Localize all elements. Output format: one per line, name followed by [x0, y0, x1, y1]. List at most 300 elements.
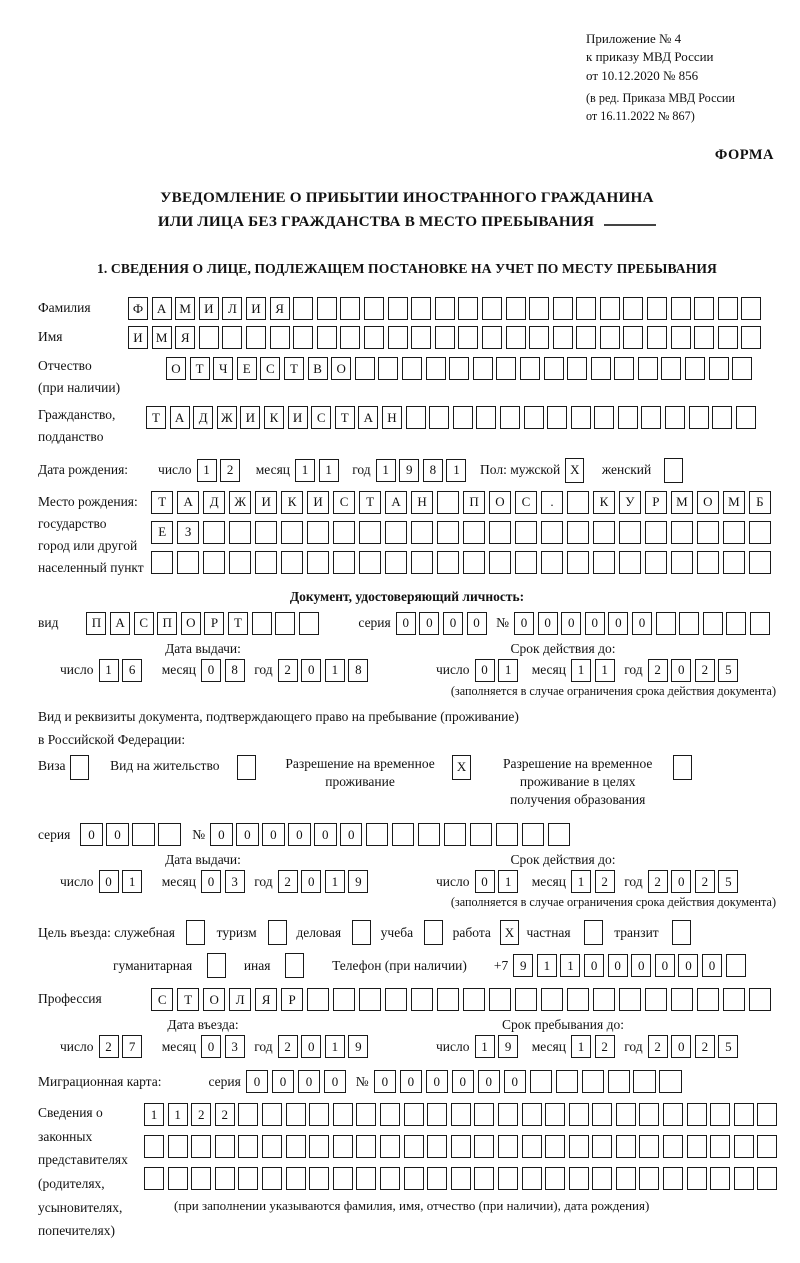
char-box[interactable]: [385, 551, 407, 574]
char-box[interactable]: [545, 1135, 565, 1158]
char-box[interactable]: [132, 823, 154, 846]
char-box[interactable]: [673, 755, 692, 780]
char-box[interactable]: Т: [359, 491, 381, 514]
char-box[interactable]: 5: [718, 870, 738, 893]
char-box[interactable]: [697, 988, 719, 1011]
char-box[interactable]: [366, 823, 388, 846]
char-box[interactable]: [191, 1135, 211, 1158]
char-box[interactable]: [633, 1070, 655, 1093]
char-box[interactable]: [592, 1103, 612, 1126]
char-box[interactable]: 6: [122, 659, 142, 682]
char-box[interactable]: 0: [426, 1070, 448, 1093]
char-box[interactable]: 2: [191, 1103, 211, 1126]
char-box[interactable]: 2: [278, 659, 298, 682]
char-box[interactable]: [522, 1103, 542, 1126]
char-box[interactable]: 0: [298, 1070, 320, 1093]
char-box[interactable]: 1: [571, 1035, 591, 1058]
char-box[interactable]: [333, 1167, 353, 1190]
char-box[interactable]: [582, 1070, 604, 1093]
char-box[interactable]: 0: [80, 823, 102, 846]
char-box[interactable]: [168, 1167, 188, 1190]
char-box[interactable]: А: [385, 491, 407, 514]
char-box[interactable]: [359, 551, 381, 574]
char-box[interactable]: [671, 326, 691, 349]
char-box[interactable]: 1: [537, 954, 557, 977]
char-box[interactable]: [567, 988, 589, 1011]
char-box[interactable]: [556, 1070, 578, 1093]
char-box[interactable]: 0: [301, 659, 321, 682]
char-box[interactable]: [286, 1135, 306, 1158]
char-box[interactable]: [734, 1103, 754, 1126]
char-box[interactable]: Т: [228, 612, 248, 635]
char-box[interactable]: [547, 406, 567, 429]
char-box[interactable]: 0: [314, 823, 336, 846]
char-box[interactable]: [545, 1103, 565, 1126]
char-box[interactable]: И: [288, 406, 308, 429]
char-box[interactable]: [222, 326, 242, 349]
char-box[interactable]: [385, 988, 407, 1011]
char-box[interactable]: X: [452, 755, 471, 780]
char-box[interactable]: [623, 297, 643, 320]
char-box[interactable]: И: [246, 297, 266, 320]
char-box[interactable]: [661, 357, 681, 380]
char-box[interactable]: 1: [295, 459, 315, 482]
char-box[interactable]: [70, 755, 89, 780]
char-box[interactable]: [411, 988, 433, 1011]
char-box[interactable]: [663, 1135, 683, 1158]
char-box[interactable]: 0: [671, 870, 691, 893]
char-box[interactable]: 0: [585, 612, 605, 635]
char-box[interactable]: [252, 612, 272, 635]
char-box[interactable]: [614, 357, 634, 380]
char-box[interactable]: Б: [749, 491, 771, 514]
char-box[interactable]: Ф: [128, 297, 148, 320]
char-box[interactable]: [281, 551, 303, 574]
char-box[interactable]: 0: [655, 954, 675, 977]
char-box[interactable]: 1: [197, 459, 217, 482]
char-box[interactable]: [489, 551, 511, 574]
char-box[interactable]: 2: [648, 1035, 668, 1058]
char-box[interactable]: Т: [190, 357, 210, 380]
char-box[interactable]: [418, 823, 440, 846]
char-box[interactable]: 0: [452, 1070, 474, 1093]
char-box[interactable]: 0: [702, 954, 722, 977]
char-box[interactable]: 1: [595, 659, 615, 682]
char-box[interactable]: [619, 551, 641, 574]
char-box[interactable]: Ж: [217, 406, 237, 429]
char-box[interactable]: [710, 1103, 730, 1126]
char-box[interactable]: 8: [225, 659, 245, 682]
char-box[interactable]: [736, 406, 756, 429]
char-box[interactable]: [671, 521, 693, 544]
char-box[interactable]: X: [500, 920, 519, 945]
char-box[interactable]: Т: [335, 406, 355, 429]
char-box[interactable]: [757, 1135, 777, 1158]
char-box[interactable]: [567, 491, 589, 514]
char-box[interactable]: 0: [106, 823, 128, 846]
char-box[interactable]: 0: [288, 823, 310, 846]
char-box[interactable]: Ч: [213, 357, 233, 380]
char-box[interactable]: И: [128, 326, 148, 349]
char-box[interactable]: [482, 297, 502, 320]
char-box[interactable]: [541, 551, 563, 574]
char-box[interactable]: 5: [718, 1035, 738, 1058]
char-box[interactable]: [647, 326, 667, 349]
char-box[interactable]: [718, 326, 738, 349]
char-box[interactable]: [522, 1135, 542, 1158]
char-box[interactable]: [694, 297, 714, 320]
char-box[interactable]: О: [697, 491, 719, 514]
char-box[interactable]: 0: [584, 954, 604, 977]
char-box[interactable]: 1: [571, 659, 591, 682]
char-box[interactable]: [268, 920, 287, 945]
char-box[interactable]: 2: [648, 659, 668, 682]
char-box[interactable]: 1: [168, 1103, 188, 1126]
char-box[interactable]: [616, 1103, 636, 1126]
char-box[interactable]: [710, 1135, 730, 1158]
char-box[interactable]: [229, 521, 251, 544]
char-box[interactable]: [402, 357, 422, 380]
char-box[interactable]: У: [619, 491, 641, 514]
char-box[interactable]: [749, 988, 771, 1011]
char-box[interactable]: К: [264, 406, 284, 429]
char-box[interactable]: [392, 823, 414, 846]
char-box[interactable]: А: [152, 297, 172, 320]
char-box[interactable]: [569, 1103, 589, 1126]
char-box[interactable]: [593, 551, 615, 574]
char-box[interactable]: О: [203, 988, 225, 1011]
char-box[interactable]: [530, 1070, 552, 1093]
char-box[interactable]: [435, 297, 455, 320]
char-box[interactable]: [757, 1167, 777, 1190]
char-box[interactable]: [411, 326, 431, 349]
char-box[interactable]: 0: [210, 823, 232, 846]
char-box[interactable]: Я: [270, 297, 290, 320]
char-box[interactable]: 7: [122, 1035, 142, 1058]
char-box[interactable]: [544, 357, 564, 380]
char-box[interactable]: 2: [595, 1035, 615, 1058]
char-box[interactable]: 5: [718, 659, 738, 682]
char-box[interactable]: П: [157, 612, 177, 635]
char-box[interactable]: [186, 920, 205, 945]
char-box[interactable]: 0: [99, 870, 119, 893]
char-box[interactable]: [333, 988, 355, 1011]
char-box[interactable]: 0: [608, 612, 628, 635]
char-box[interactable]: [238, 1135, 258, 1158]
char-box[interactable]: И: [307, 491, 329, 514]
char-box[interactable]: [270, 326, 290, 349]
char-box[interactable]: 0: [340, 823, 362, 846]
char-box[interactable]: М: [175, 297, 195, 320]
char-box[interactable]: [474, 1135, 494, 1158]
char-box[interactable]: 0: [608, 954, 628, 977]
char-box[interactable]: [333, 1103, 353, 1126]
char-box[interactable]: Я: [255, 988, 277, 1011]
char-box[interactable]: [663, 1167, 683, 1190]
char-box[interactable]: [639, 1103, 659, 1126]
char-box[interactable]: 1: [560, 954, 580, 977]
char-box[interactable]: А: [358, 406, 378, 429]
char-box[interactable]: Я: [175, 326, 195, 349]
char-box[interactable]: [144, 1135, 164, 1158]
char-box[interactable]: 1: [325, 1035, 345, 1058]
char-box[interactable]: 0: [201, 870, 221, 893]
char-box[interactable]: К: [593, 491, 615, 514]
char-box[interactable]: [285, 953, 304, 978]
char-box[interactable]: 2: [99, 1035, 119, 1058]
char-box[interactable]: Р: [204, 612, 224, 635]
char-box[interactable]: [703, 612, 723, 635]
char-box[interactable]: [286, 1167, 306, 1190]
char-box[interactable]: [709, 357, 729, 380]
char-box[interactable]: [718, 297, 738, 320]
char-box[interactable]: [548, 823, 570, 846]
char-box[interactable]: 0: [272, 1070, 294, 1093]
char-box[interactable]: Т: [151, 491, 173, 514]
char-box[interactable]: 0: [301, 1035, 321, 1058]
char-box[interactable]: [639, 1167, 659, 1190]
char-box[interactable]: [463, 988, 485, 1011]
char-box[interactable]: [229, 551, 251, 574]
char-box[interactable]: [529, 326, 549, 349]
char-box[interactable]: [378, 357, 398, 380]
char-box[interactable]: [489, 988, 511, 1011]
char-box[interactable]: [215, 1167, 235, 1190]
char-box[interactable]: [293, 297, 313, 320]
char-box[interactable]: [515, 551, 537, 574]
char-box[interactable]: [317, 326, 337, 349]
char-box[interactable]: 0: [475, 659, 495, 682]
char-box[interactable]: 2: [215, 1103, 235, 1126]
char-box[interactable]: [641, 406, 661, 429]
char-box[interactable]: [437, 551, 459, 574]
char-box[interactable]: [619, 988, 641, 1011]
char-box[interactable]: [524, 406, 544, 429]
char-box[interactable]: [726, 612, 746, 635]
char-box[interactable]: [712, 406, 732, 429]
char-box[interactable]: [364, 297, 384, 320]
char-box[interactable]: [380, 1135, 400, 1158]
char-box[interactable]: П: [86, 612, 106, 635]
char-box[interactable]: [689, 406, 709, 429]
char-box[interactable]: [380, 1167, 400, 1190]
char-box[interactable]: 0: [201, 659, 221, 682]
char-box[interactable]: [665, 406, 685, 429]
char-box[interactable]: [262, 1103, 282, 1126]
char-box[interactable]: А: [170, 406, 190, 429]
char-box[interactable]: [515, 988, 537, 1011]
char-box[interactable]: [567, 521, 589, 544]
char-box[interactable]: [671, 988, 693, 1011]
char-box[interactable]: [404, 1167, 424, 1190]
char-box[interactable]: [591, 357, 611, 380]
char-box[interactable]: 0: [419, 612, 439, 635]
char-box[interactable]: [406, 406, 426, 429]
char-box[interactable]: [463, 521, 485, 544]
char-box[interactable]: О: [489, 491, 511, 514]
char-box[interactable]: [333, 521, 355, 544]
char-box[interactable]: [520, 357, 540, 380]
char-box[interactable]: [659, 1070, 681, 1093]
char-box[interactable]: 2: [278, 1035, 298, 1058]
char-box[interactable]: [307, 521, 329, 544]
char-box[interactable]: Р: [281, 988, 303, 1011]
char-box[interactable]: [463, 551, 485, 574]
char-box[interactable]: .: [541, 491, 563, 514]
char-box[interactable]: 0: [374, 1070, 396, 1093]
char-box[interactable]: С: [333, 491, 355, 514]
char-box[interactable]: [246, 326, 266, 349]
char-box[interactable]: [359, 988, 381, 1011]
char-box[interactable]: [255, 521, 277, 544]
char-box[interactable]: [592, 1135, 612, 1158]
char-box[interactable]: 9: [498, 1035, 518, 1058]
char-box[interactable]: [687, 1103, 707, 1126]
char-box[interactable]: 0: [671, 1035, 691, 1058]
char-box[interactable]: [545, 1167, 565, 1190]
char-box[interactable]: [647, 297, 667, 320]
char-box[interactable]: [498, 1103, 518, 1126]
char-box[interactable]: [388, 326, 408, 349]
char-box[interactable]: [600, 297, 620, 320]
char-box[interactable]: 0: [538, 612, 558, 635]
char-box[interactable]: [723, 551, 745, 574]
char-box[interactable]: 0: [478, 1070, 500, 1093]
char-box[interactable]: [749, 551, 771, 574]
char-box[interactable]: 2: [695, 659, 715, 682]
char-box[interactable]: 3: [225, 1035, 245, 1058]
char-box[interactable]: 0: [671, 659, 691, 682]
char-box[interactable]: [356, 1135, 376, 1158]
char-box[interactable]: С: [151, 988, 173, 1011]
char-box[interactable]: [237, 755, 256, 780]
char-box[interactable]: [355, 357, 375, 380]
char-box[interactable]: [569, 1167, 589, 1190]
char-box[interactable]: [639, 1135, 659, 1158]
char-box[interactable]: [697, 551, 719, 574]
char-box[interactable]: [656, 612, 676, 635]
char-box[interactable]: [623, 326, 643, 349]
char-box[interactable]: [238, 1167, 258, 1190]
char-box[interactable]: С: [311, 406, 331, 429]
char-box[interactable]: [594, 406, 614, 429]
char-box[interactable]: Е: [237, 357, 257, 380]
char-box[interactable]: В: [308, 357, 328, 380]
char-box[interactable]: 0: [631, 954, 651, 977]
char-box[interactable]: 1: [446, 459, 466, 482]
char-box[interactable]: [429, 406, 449, 429]
char-box[interactable]: [474, 1167, 494, 1190]
char-box[interactable]: Т: [146, 406, 166, 429]
char-box[interactable]: [576, 297, 596, 320]
char-box[interactable]: И: [240, 406, 260, 429]
char-box[interactable]: Р: [645, 491, 667, 514]
char-box[interactable]: [426, 357, 446, 380]
char-box[interactable]: З: [177, 521, 199, 544]
char-box[interactable]: [569, 1135, 589, 1158]
char-box[interactable]: [411, 521, 433, 544]
char-box[interactable]: [404, 1103, 424, 1126]
char-box[interactable]: Д: [203, 491, 225, 514]
char-box[interactable]: [498, 1135, 518, 1158]
char-box[interactable]: [203, 551, 225, 574]
char-box[interactable]: 1: [475, 1035, 495, 1058]
char-box[interactable]: [616, 1167, 636, 1190]
char-box[interactable]: [458, 326, 478, 349]
char-box[interactable]: [275, 612, 295, 635]
char-box[interactable]: 8: [348, 659, 368, 682]
char-box[interactable]: [451, 1135, 471, 1158]
char-box[interactable]: [482, 326, 502, 349]
char-box[interactable]: 2: [695, 1035, 715, 1058]
char-box[interactable]: [411, 297, 431, 320]
char-box[interactable]: [515, 521, 537, 544]
char-box[interactable]: 0: [467, 612, 487, 635]
char-box[interactable]: [207, 953, 226, 978]
char-box[interactable]: М: [671, 491, 693, 514]
char-box[interactable]: [333, 551, 355, 574]
char-box[interactable]: [522, 823, 544, 846]
char-box[interactable]: [679, 612, 699, 635]
char-box[interactable]: [444, 823, 466, 846]
char-box[interactable]: [741, 297, 761, 320]
char-box[interactable]: [215, 1135, 235, 1158]
char-box[interactable]: [638, 357, 658, 380]
char-box[interactable]: [293, 326, 313, 349]
char-box[interactable]: 1: [325, 659, 345, 682]
char-box[interactable]: 1: [99, 659, 119, 682]
char-box[interactable]: О: [331, 357, 351, 380]
char-box[interactable]: [307, 988, 329, 1011]
char-box[interactable]: [687, 1135, 707, 1158]
char-box[interactable]: 9: [348, 1035, 368, 1058]
char-box[interactable]: [385, 521, 407, 544]
char-box[interactable]: [541, 988, 563, 1011]
char-box[interactable]: 0: [678, 954, 698, 977]
char-box[interactable]: О: [181, 612, 201, 635]
char-box[interactable]: 9: [399, 459, 419, 482]
char-box[interactable]: [191, 1167, 211, 1190]
char-box[interactable]: [437, 491, 459, 514]
char-box[interactable]: 2: [220, 459, 240, 482]
char-box[interactable]: [158, 823, 180, 846]
char-box[interactable]: [474, 1103, 494, 1126]
char-box[interactable]: [262, 1135, 282, 1158]
char-box[interactable]: [352, 920, 371, 945]
char-box[interactable]: [576, 326, 596, 349]
char-box[interactable]: [687, 1167, 707, 1190]
char-box[interactable]: К: [281, 491, 303, 514]
char-box[interactable]: [600, 326, 620, 349]
char-box[interactable]: [364, 326, 384, 349]
char-box[interactable]: [567, 551, 589, 574]
char-box[interactable]: 0: [262, 823, 284, 846]
char-box[interactable]: [541, 521, 563, 544]
char-box[interactable]: [496, 823, 518, 846]
char-box[interactable]: [671, 297, 691, 320]
char-box[interactable]: [144, 1167, 164, 1190]
char-box[interactable]: [437, 988, 459, 1011]
char-box[interactable]: [757, 1103, 777, 1126]
char-box[interactable]: [710, 1167, 730, 1190]
char-box[interactable]: 1: [319, 459, 339, 482]
char-box[interactable]: [664, 458, 683, 483]
char-box[interactable]: 1: [498, 870, 518, 893]
char-box[interactable]: [619, 521, 641, 544]
char-box[interactable]: [309, 1103, 329, 1126]
char-box[interactable]: 0: [301, 870, 321, 893]
char-box[interactable]: А: [110, 612, 130, 635]
